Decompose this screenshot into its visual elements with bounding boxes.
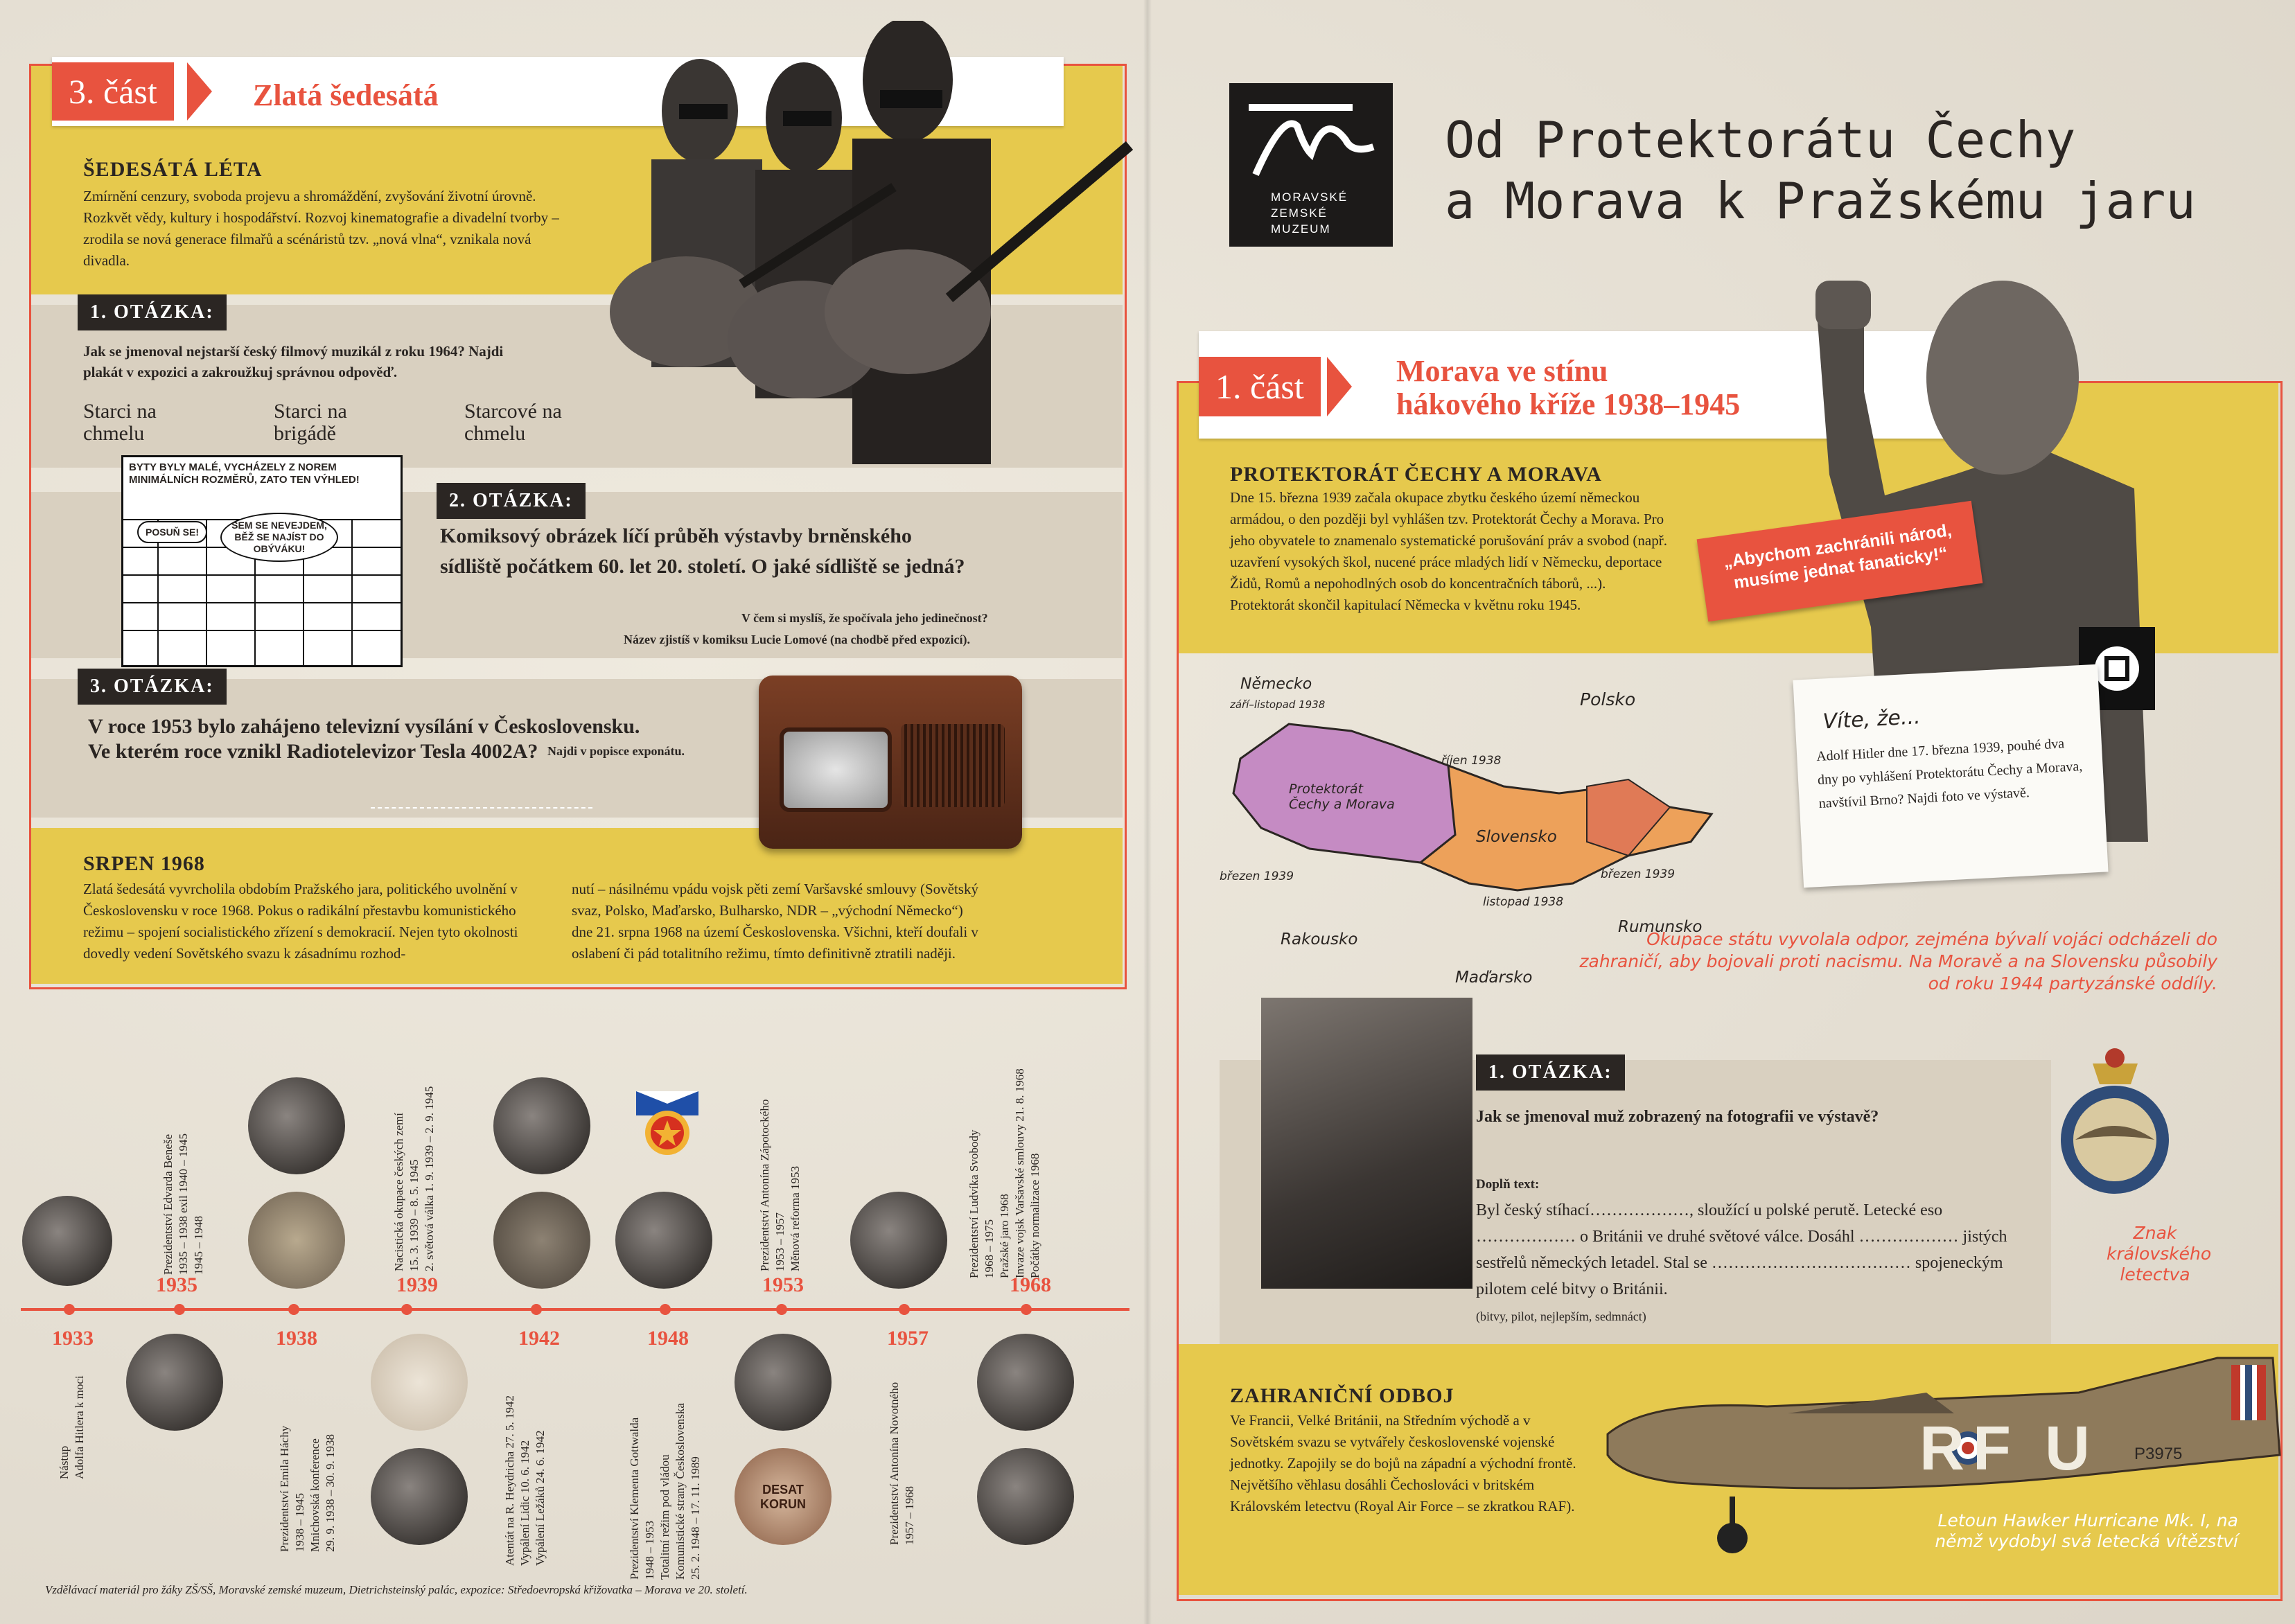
plane-note: Letoun Hawker Hurricane Mk. I, na němž vydobyl svá letecká vítězství [1935, 1510, 2238, 1551]
note-text: Adolf Hitler dne 17. března 1939, pouhé dva dny po vyhlášení Protektorátu Čechy a Morava, navštívil Brno? Najdi foto ve výstavě. [1815, 736, 2083, 811]
map-label-nemecko: Německo [1240, 676, 1312, 693]
timeline-year-1968: 1968 [1010, 1273, 1051, 1296]
timeline-year-1935: 1935 [156, 1273, 197, 1296]
timeline-year-1939: 1939 [396, 1273, 438, 1296]
left-sec2-col2: nutí – násilnému vpádu vojsk pěti zemí Varšavské smlouvy (Sovětský svaz, Polsko, Maďarsko, Bulharsko, NDR – „východní Německo“) dne 21. srpna 1968 na území Československa. Všichni, kteří doufali v oslabení či pád totalitního režimu, tímto definitivně ztratili naději. [572, 881, 978, 962]
map-label-polsko: Polsko [1580, 689, 1636, 709]
q1-option-3[interactable]: Starcové na chmelu [464, 400, 562, 445]
timeline-photo-gottwald [615, 1192, 712, 1289]
note-card [1793, 664, 2108, 888]
pilot-photo [1261, 998, 1472, 1289]
raf-note: Znak královského letectva [2107, 1223, 2212, 1285]
timeline-year-1942: 1942 [518, 1327, 560, 1350]
timeline-photo-hacha [248, 1077, 345, 1174]
guitarists-photo [582, 21, 1150, 464]
timeline-photo-map [371, 1334, 468, 1431]
logo-line-1: MORAVSKÉ [1271, 191, 1348, 204]
left-q3-hint: Najdi v popisce exponátu. [547, 744, 685, 758]
timeline-year-1933: 1933 [52, 1327, 94, 1350]
quote-text: „Abychom zachránili národ, musíme jednat fanaticky!“ [1722, 520, 1953, 593]
timeline-photo-tanks [977, 1448, 1074, 1545]
timeline-dot [660, 1304, 671, 1315]
map-label-slovensko: Slovensko [1476, 828, 1557, 846]
timeline-photo-benes [126, 1334, 223, 1431]
timeline-emblem-ksc [629, 1084, 705, 1160]
logo-line-2: ZEMSKÉ [1271, 206, 1328, 220]
map-label-rijen: říjen 1938 [1441, 754, 1502, 768]
plane-code: RF U [1919, 1414, 2098, 1483]
left-sec1-text: Zmírnění cenzury, svoboda projevu a shromáždění, zvyšování životní úrovně. Rozkvět vědy, kultury i hospodářství. Rozvoj kinematografie a divadelní tvorby – zrodila se nová generace filmařů a scénáristů tzv. „nová vlna“, vznikala nová divadla. [83, 188, 559, 269]
map-label-rumunsko: Rumunsko [1618, 918, 1703, 936]
timeline-line [21, 1308, 1129, 1311]
right-part-title-line1: Morava ve stínu [1396, 354, 1608, 388]
left-q2-text: Komiksový obrázek líčí průběh výstavby brněnského sídliště počátkem 60. let 20. století. O jaké sídliště se jedná? [440, 524, 965, 578]
right-fill-title: Doplň text: [1476, 1177, 1540, 1192]
timeline-year-1957: 1957 [887, 1327, 929, 1350]
left-q3-text2: Ve kterém roce vznikl Radiotelevizor Tesla 4002A? [88, 740, 538, 763]
plane-serial: P3975 [2134, 1445, 2183, 1463]
right-fill-words: (bitvy, pilot, nejlepším, sedmnáct) [1476, 1309, 1646, 1323]
right-q1-text: Jak se jmenoval muž zobrazený na fotografii ve výstavě? [1476, 1108, 1879, 1126]
left-part-label: 3. část [52, 62, 174, 121]
left-q3-answer-line[interactable] [371, 807, 592, 809]
timeline-text-1957: Prezidentství Antonína Novotného 1957 – 1968 [888, 1382, 916, 1545]
left-sec2-col1: Zlatá šedesátá vyvrcholila obdobím Pražského jara, politického uvolnění v Československu v roce 1968. Pokus o radikální přestavbu komunistického režimu – spojení socialistického zřízení s demokracií. Nejen tyto okolnosti dovedly vedení Sovětského svazu k zásadnímu rozhod- [83, 881, 518, 962]
timeline-year-1938: 1938 [276, 1327, 317, 1350]
raf-badge-icon [2055, 1043, 2176, 1202]
timeline-year-1948: 1948 [647, 1327, 689, 1350]
timeline-dot [401, 1304, 412, 1315]
timeline-text-1968: Prezidentství Ludvíka Svobody 1968 – 1975 Pražské jaro 1968 Invaze vojsk Varšavské smlouvy 21. 8. 1968 Počátky normalizace 1968 [967, 1068, 1041, 1278]
timeline-text-1938: Prezidentství Emila Háchy 1938 – 1945 Mnichovská konference 29. 9. 1938 – 30. 9. 1938 [278, 1425, 337, 1552]
left-q2-hint2: Název zjistíš v komiksu Lucie Lomové (na chodbě před expozicí). [624, 633, 970, 646]
comic-bubble-2: SEM SE NEVEJDEM, BĚŽ SE NAJÍST DO OBÝVÁKU! [220, 513, 338, 562]
left-footer: Vzdělávací materiál pro žáky ZŠ/SŠ, Moravské zemské muzeum, Dietrichsteinský palác, expozice: Středoevropská křižovatka – Morava ve 20. století. [45, 1583, 748, 1596]
timeline-photo-hitler [22, 1196, 112, 1286]
timeline-text-1948: Prezidentství Klementa Gottwalda 1948 – 1953 Totalitní režim pod vládou Komunistické strany Československa 25. 2. 1948 – 17. 11. 1989 [628, 1403, 702, 1580]
timeline-dot [899, 1304, 910, 1315]
timeline-photo-car [493, 1077, 590, 1174]
map-label-brezen2: březen 1939 [1601, 867, 1676, 881]
right-sec1-text: Dne 15. března 1939 začala okupace zbytku českého území německou armádou, o den později byl vyhlášen tzv. Protektorát Čechy a Morava. Pro jeho obyvatele to znamenalo systematické porušování práv a svobod (např. uzavření vysokých škol, nucené práce mladých lidí v Německu, deportace Židů, Romů a nepohodlných osob do koncentračních táborů, ...). Protektorát skončil kapitulací Německa v květnu roku 1945. [1230, 489, 1667, 613]
right-part-label: 1. část [1199, 357, 1321, 416]
left-q2-hint1: V čem si myslíš, že spočívala jeho jedinečnost? [741, 611, 988, 625]
right-fill-text[interactable]: Byl český stíhací………………, sloužící u polské perutě. Letecké eso ……………… o Británii ve druhé světové válce. Dosáhl ……………… jistých sestřelů německých letadel. Stal se ……………………………… spojeneckým pilotem celé bitvy o Británii. [1476, 1201, 2007, 1298]
timeline-text-1933: Nástup Adolfa Hitlera k moci [58, 1375, 86, 1479]
timeline-photo-munich [248, 1192, 345, 1289]
note-title: Víte, že... [1822, 705, 1922, 734]
comic-panel [121, 455, 403, 667]
tv-speaker [901, 724, 1005, 807]
occupation-note: Okupace státu vyvolala odpor, zejména bývalí vojáci odcházeli do zahraničí, aby bojovali proti nacismu. Na Moravě a na Slovensku působily od roku 1944 partyzánské oddíly. [1579, 929, 2217, 994]
timeline-text-1935: Prezidentství Edvarda Beneše 1935 – 1938 exil 1940 – 1945 1945 – 1948 [161, 1133, 205, 1275]
right-sec1-title: PROTEKTORÁT ČECHY A MORAVA [1230, 463, 1602, 486]
map-label-listopad: listopad 1938 [1483, 895, 1564, 909]
timeline-dot [174, 1304, 185, 1315]
ksc-flag-icon [629, 1084, 705, 1160]
timeline-text-1942: Atentát na R. Heydricha 27. 5. 1942 Vypálení Lidic 10. 6. 1942 Vypálení Ležáků 24. 6. 1942 [503, 1395, 547, 1566]
timeline-year-1953: 1953 [762, 1273, 804, 1296]
left-q3-text1: V roce 1953 bylo zahájeno televizní vysílání v Československu. [88, 715, 640, 738]
map-label-madarsko: Maďarsko [1455, 969, 1533, 987]
timeline-dot [288, 1304, 299, 1315]
left-part-label-arrow [187, 62, 212, 121]
timeline-text-1939: Nacistická okupace českých zemí 15. 3. 1939 – 8. 5. 1945 2. světová válka 1. 9. 1939 – 2. 9. 1945 [392, 1086, 436, 1271]
left-part-title: Zlatá šedesátá [253, 78, 439, 112]
q1-option-1[interactable]: Starci na chmelu [83, 400, 157, 445]
timeline-dot [531, 1304, 542, 1315]
left-sec2-title: SRPEN 1968 [83, 852, 205, 875]
logo-line-3: MUZEUM [1271, 222, 1331, 236]
timeline-photo-novotny [735, 1334, 832, 1431]
left-q2-label: 2. OTÁZKA: [437, 483, 586, 519]
timeline-dot [1021, 1304, 1032, 1315]
map-label-nemecko-date: září–listopad 1938 [1230, 698, 1326, 711]
map-label-brezen1: březen 1939 [1220, 870, 1294, 883]
timeline-photo-zapotocky [850, 1192, 947, 1289]
comic-caption: BYTY BYLY MALÉ, VYCHÁZELY Z NOREM MINIMÁLNÍCH ROZMĚRŮ, ZATO TEN VÝHLED! [129, 461, 360, 486]
right-part-title-line2: hákového kříže 1938–1945 [1396, 387, 1741, 421]
left-q1-label: 1. OTÁZKA: [78, 294, 227, 330]
museum-logo [1229, 83, 1393, 247]
timeline-photo-banknote [735, 1448, 832, 1545]
timeline-photo-svoboda [977, 1334, 1074, 1431]
right-sec2-text: Ve Francii, Velké Británii, na Středním východě a v Sovětském svazu se vytvářely československé vojenské jednotky. Zapojily se do bojů na západní a východní frontě. Největšího věhlasu dosáhli Čechoslováci v britském Královském letectvu (Royal Air Force – se zkratkou RAF). [1230, 1412, 1576, 1515]
museum-logo-icon [1242, 98, 1380, 182]
comic-bubble-1: POSUŇ SE! [137, 521, 207, 543]
map-label-protektorat: Protektorát Čechy a Morava [1289, 782, 1395, 812]
tesla-tv-photo [759, 676, 1022, 849]
timeline-dot [64, 1304, 75, 1315]
timeline-text-1953: Prezidentství Antonína Zápotockého 1953 – 1957 Měnová reforma 1953 [758, 1099, 802, 1271]
left-q1-text: Jak se jmenoval nejstarší český filmový muzikál z roku 1964? Najdi plakát v expozici a zakroužkuj správnou odpověď. [83, 343, 504, 380]
timeline-photo-soldiers [493, 1192, 590, 1289]
tv-screen [780, 727, 892, 812]
right-part-label-arrow [1327, 357, 1352, 416]
main-title-line1: Od Protektorátu Čechy [1445, 111, 2076, 169]
timeline-dot [776, 1304, 787, 1315]
left-q3-label: 3. OTÁZKA: [78, 669, 227, 705]
timeline-photo-explosion [371, 1448, 468, 1545]
map-label-rakousko: Rakousko [1281, 930, 1358, 948]
right-sec2-title: ZAHRANIČNÍ ODBOJ [1230, 1384, 1454, 1407]
q1-option-2[interactable]: Starci na brigádě [274, 400, 347, 445]
left-sec1-title: ŠEDESÁTÁ LÉTA [83, 158, 263, 181]
right-q1-label: 1. OTÁZKA: [1476, 1054, 1625, 1091]
banknote-text: DESAT KORUN [760, 1483, 806, 1511]
main-title-line2: a Morava k Pražskému jaru [1445, 172, 2196, 230]
